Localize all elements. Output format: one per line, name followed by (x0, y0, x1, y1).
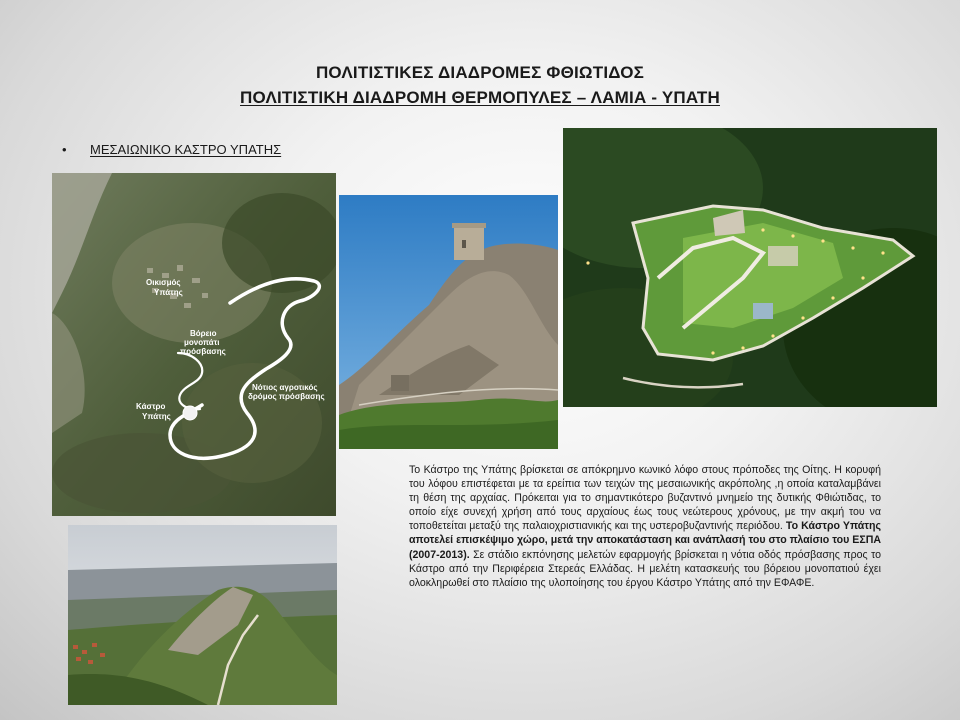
page-title: ΠΟΛΙΤΙΣΤΙΚΕΣ ΔΙΑΔΡΟΜΕΣ ΦΘΙΩΤΙΔΟΣ (315, 63, 645, 82)
castle-hill-photo (68, 525, 337, 705)
description-part1: Το Κάστρο της Υπάτης βρίσκεται σε απόκρημνο κωνικό λόφο στους πρόποδες της Οίτης. Η κορυφή του λόφου επιστέφεται με τα ερείπια των τειχών της μεσαιωνικής ακρόπολης ,η οποία καταλαμβάνει τη θέση της αρχαίας. Πρόκειται για το σημαντικότερο βυζαντινό μνημείο της δυτικής Φθιώτιδας, το οποίο είχε συνεχή χρήση από τους αρχαίους έως τους νεώτερους χρόνους, με την ακμή του να τοποθετείται μεταξύ της παλαιοχριστιανικής και της υστεροβυζαντινής περιόδου. (409, 464, 881, 533)
route-title: ΠΟΛΙΤΙΣΤΙΚΗ ΔΙΑΔΡΟΜΗ ΘΕΡΜΟΠΥΛΕΣ – ΛΑΜΙΑ - ΥΠΑΤΗ (240, 88, 720, 107)
map-label-north-path-2: μονοπάτι (184, 338, 220, 347)
map-label-south-road-1: Νότιος αγροτικός (252, 383, 318, 392)
castle-tower-image (339, 195, 558, 449)
bullet-icon: • (62, 142, 67, 157)
map-label-settlement-1: Οικισμός (146, 278, 181, 287)
map-label-north-path-1: Βόρειο (190, 329, 217, 338)
map-label-castle-1: Κάστρο (136, 402, 166, 411)
satellite-map-image (52, 173, 336, 516)
page-subtitle (0, 88, 960, 108)
section-heading-text: ΜΕΣΑΙΩΝΙΚΟ ΚΑΣΤΡΟ ΥΠΑΤΗΣ (90, 142, 282, 157)
satellite-map-photo (52, 173, 336, 516)
castle-tower-photo (339, 195, 558, 449)
castle-hill-image (68, 525, 337, 705)
description-part2: Σε στάδιο εκπόνησης μελετών εφαρμογής βρίσκεται η νότια οδός πρόσβασης προς το Κάστρο από την Περιφέρεια Στερεάς Ελλάδας. Η μελέτη κατασκευής του βόρειου μονοπατιού έχει ολοκληρωθεί στο πλαίσιο της υλοποίησης του έργου Κάστρο Υπάτης από την ΕΦΑΦΕ. (409, 548, 881, 589)
map-label-castle-2: Υπάτης (142, 412, 171, 421)
map-label-north-path-3: πρόσβασης (180, 347, 226, 356)
castle-description (409, 463, 881, 590)
map-label-settlement-2: Υπάτης (154, 288, 183, 297)
castle-aerial-photo (563, 128, 937, 407)
castle-aerial-image (563, 128, 937, 407)
map-label-south-road-2: δρόμος πρόσβασης (248, 392, 325, 401)
description-bold: Το Κάστρο Υπάτης αποτελεί επισκέψιμο χώρο, μετά την αποκατάσταση και ανάπλασή του στο πλαίσιο του ΕΣΠΑ (2007-2013). (409, 520, 881, 561)
